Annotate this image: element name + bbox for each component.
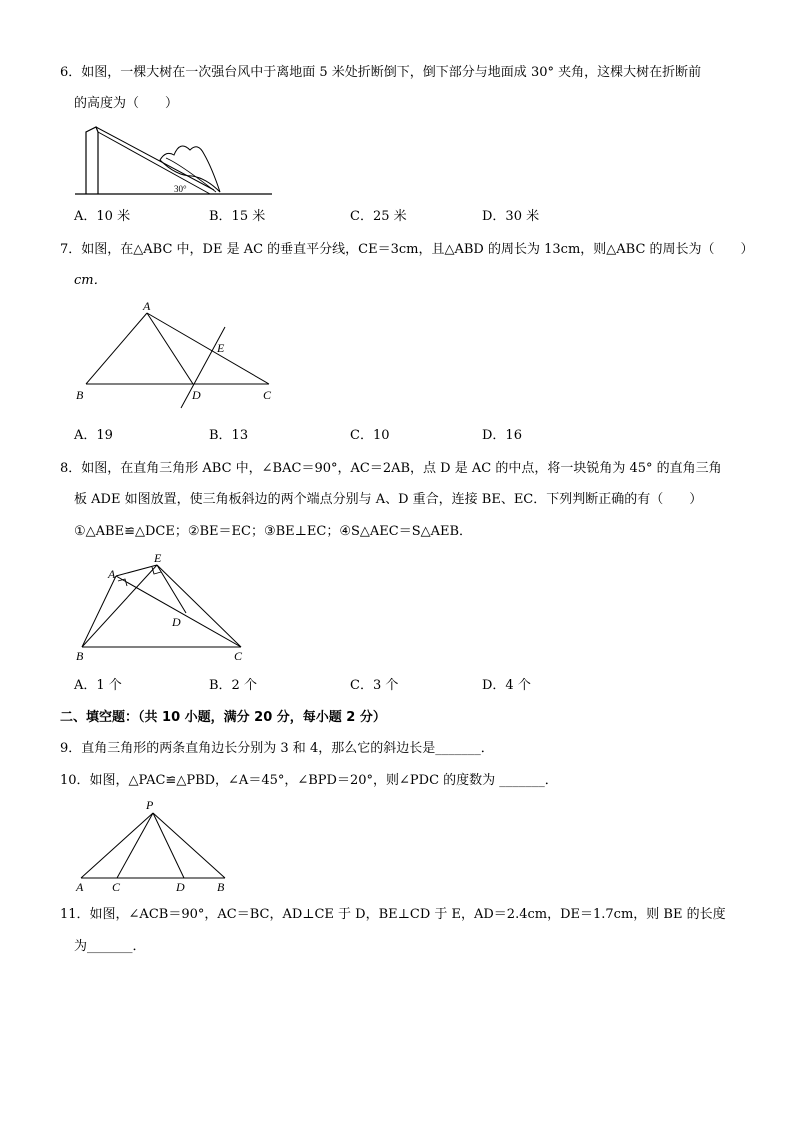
q7-triangle-figure — [70, 300, 290, 410]
q7-options — [74, 427, 674, 445]
q6-option-d[interactable]: D．30 米 — [482, 209, 540, 224]
q6-text-line2: 的高度为（ ） — [74, 96, 179, 111]
q8-option-d[interactable]: D．4 个 — [482, 678, 531, 693]
q8-text-line2: 板 ADE 如图放置，使三角板斜边的两个端点分别与 A、D 重合，连接 BE、EC．下列判断正确的有（ ） — [74, 492, 703, 507]
q11-text-line2: 为_______． — [74, 939, 146, 954]
q7-label-e: E — [217, 341, 225, 355]
q6-angle-label: 30° — [174, 184, 187, 194]
q6-tree-figure — [70, 120, 280, 200]
q10-label-a: A — [76, 880, 84, 894]
q8-label-c: C — [234, 649, 243, 663]
q8-label-a: A — [108, 567, 116, 581]
q8-option-b[interactable]: B．2 个 — [209, 678, 257, 693]
q7-label-d: D — [192, 388, 201, 402]
q10-triangle-figure — [70, 796, 240, 896]
q8-triangle-figure — [70, 550, 260, 665]
q7-label-a: A — [143, 299, 151, 313]
q10-label-d: D — [176, 880, 185, 894]
q6-options — [74, 208, 674, 226]
q10-text-line1: 10．如图，△PAC≌△PBD，∠A＝45°，∠BPD＝20°，则∠PDC 的度数为 _______． — [60, 773, 558, 788]
q6-option-c[interactable]: C．25 米 — [350, 209, 407, 224]
q10-label-c: C — [112, 880, 121, 894]
q11-text-line1: 11．如图，∠ACB＝90°，AC＝BC，AD⊥CE 于 D，BE⊥CD 于 E，AD＝2.4cm，DE＝1.7cm，则 BE 的长度 — [60, 907, 726, 922]
q10-label-b: B — [217, 880, 225, 894]
q8-options — [74, 677, 674, 695]
q6-option-a[interactable]: A．10 米 — [74, 209, 131, 224]
q7-text-line1: 7．如图，在△ABC 中，DE 是 AC 的垂直平分线，CE＝3cm，且△ABD 的周长为 13cm，则△ABC 的周长为（ ） — [60, 242, 754, 257]
q8-option-c[interactable]: C．3 个 — [350, 678, 399, 693]
q8-text-line1: 8．如图，在直角三角形 ABC 中，∠BAC＝90°，AC＝2AB，点 D 是 AC 的中点，将一块锐角为 45° 的直角三角 — [60, 461, 722, 476]
q8-label-e: E — [154, 551, 162, 565]
q8-label-d: D — [172, 615, 181, 629]
q7-option-a[interactable]: A．19 — [74, 428, 113, 443]
q6-option-b[interactable]: B．15 米 — [209, 209, 266, 224]
q7-option-d[interactable]: D．16 — [482, 428, 522, 443]
q6-text-line1: 6．如图，一棵大树在一次强台风中于离地面 5 米处折断倒下，倒下部分与地面成 30° 夹角，这棵大树在折断前 — [60, 65, 702, 80]
q7-option-b[interactable]: B．13 — [209, 428, 249, 443]
q8-option-a[interactable]: A．1 个 — [74, 678, 122, 693]
q7-label-c: C — [263, 388, 272, 402]
q7-label-b: B — [76, 388, 84, 402]
q7-option-c[interactable]: C．10 — [350, 428, 390, 443]
section-heading-fill-in: 二、填空题：（共 10 小题，满分 20 分，每小题 2 分） — [60, 710, 386, 725]
q7-text-line2: cm． — [74, 273, 107, 288]
q8-label-b: B — [76, 649, 84, 663]
q8-text-line3: ①△ABE≌△DCE；②BE＝EC；③BE⊥EC；④S△AEC＝S△AEB． — [74, 524, 473, 539]
q10-label-p: P — [146, 798, 154, 812]
q9-text-line1: 9．直角三角形的两条直角边长分别为 3 和 4，那么它的斜边长是_______． — [60, 741, 494, 756]
